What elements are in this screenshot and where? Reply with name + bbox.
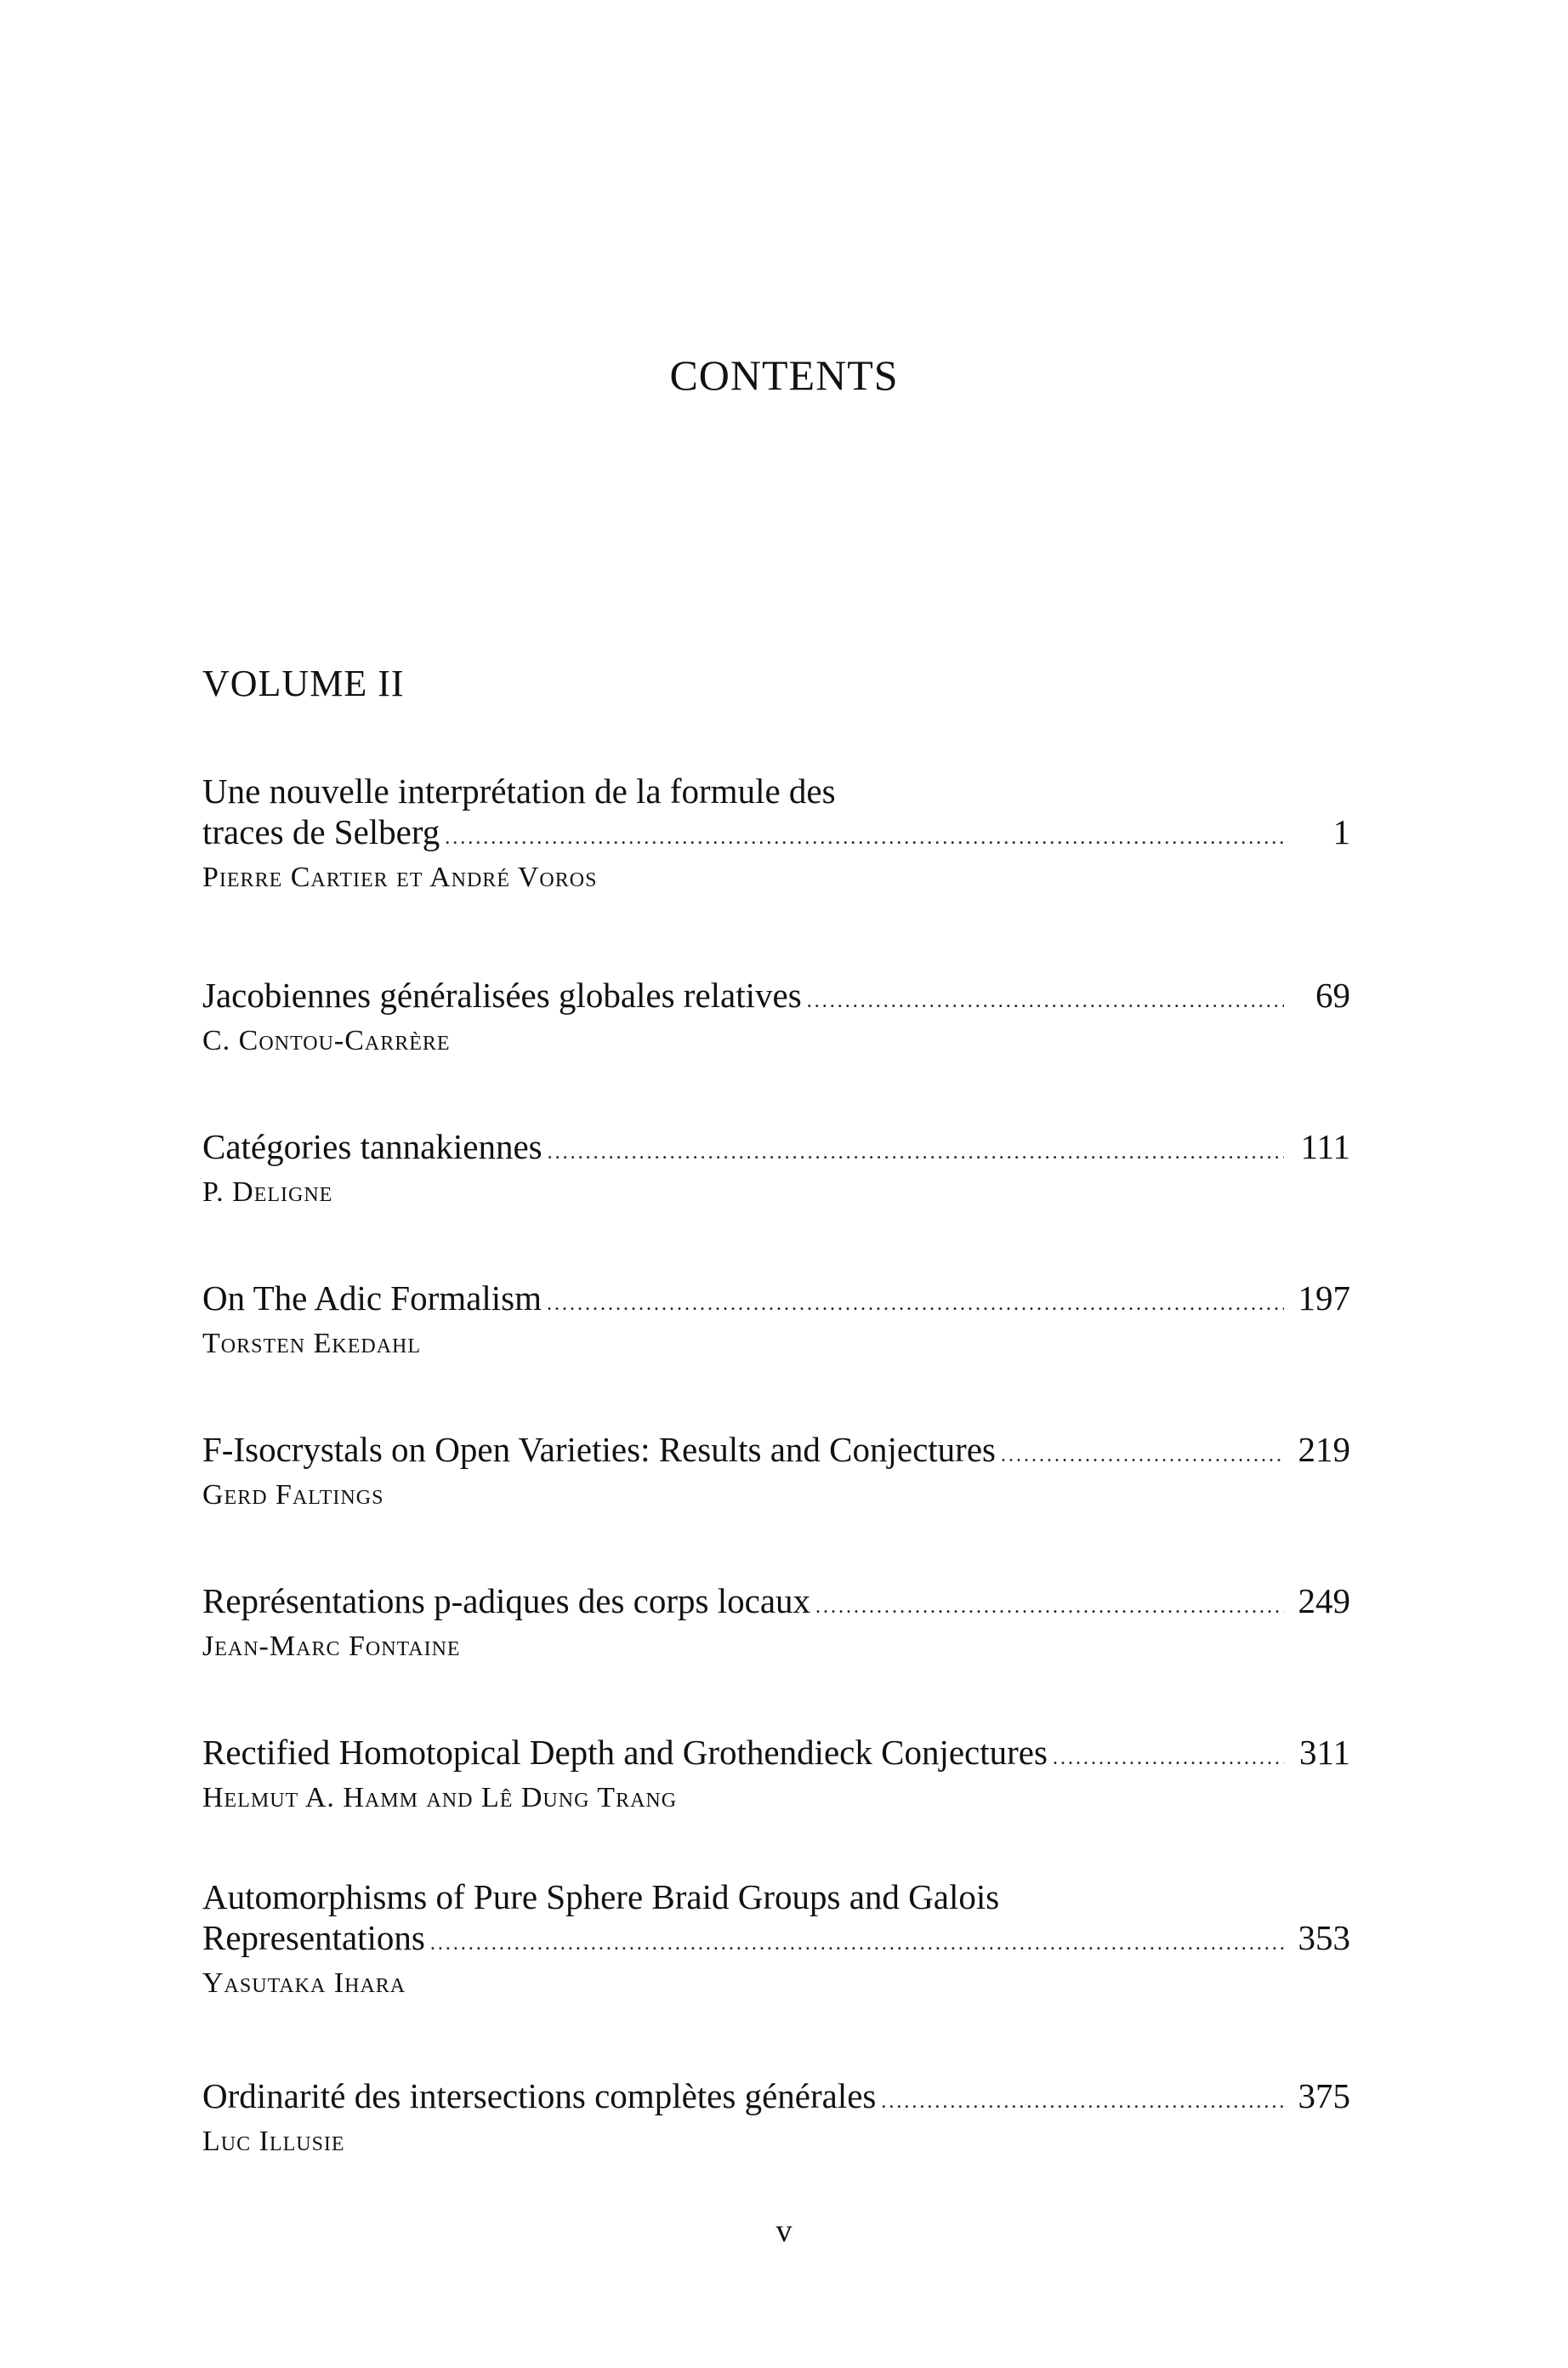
toc-entry [202,2075,1350,2161]
entry-page-number: 375 [1298,2076,1350,2115]
entry-title: Catégories tannakiennes [202,1127,543,1166]
entry-author: Luc Illusie [202,2126,345,2157]
entry-page-number: 1 [1332,812,1350,851]
entry-page-number: 249 [1298,1581,1350,1620]
entry-title: F-Isocrystals on Open Varieties: Results and Conjectures [202,1430,996,1469]
volume-heading: VOLUME II [202,663,405,704]
entry-title: Jacobiennes généralisées globales relatives [202,976,802,1015]
entry-author: Jean-Marc Fontaine [202,1631,461,1662]
entry-title-row [202,811,1350,858]
page-number-footer: v [775,2213,793,2249]
entry-title-row [202,1278,1350,1324]
entry-title: On The Adic Formalism [202,1278,542,1318]
entry-page-number: 197 [1298,1278,1350,1318]
entry-title-row [202,1126,1350,1173]
entry-title-row [202,975,1350,1022]
entry-title-line: Automorphisms of Pure Sphere Braid Groups and Galois [202,1877,1000,1916]
entry-author: C. Contou-Carrère [202,1025,451,1056]
toc-entry [202,1876,1350,2003]
entry-author: Gerd Faltings [202,1479,384,1511]
dot-leader [815,1586,1284,1627]
entry-title: Rectified Homotopical Depth and Grothendieck Conjectures [202,1733,1048,1772]
entry-page-number: 219 [1298,1430,1350,1469]
toc-entry [202,1580,1350,1666]
entry-title-row [202,1732,1350,1779]
toc-entry [202,975,1350,1061]
entry-page-number: 311 [1299,1733,1350,1772]
entry-author: Pierre Cartier et André Voros [202,862,598,893]
entry-page-number: 353 [1298,1918,1350,1957]
page-title: CONTENTS [669,351,899,399]
entry-author: P. Deligne [202,1176,333,1208]
toc-entry [202,771,1350,897]
entry-page-number: 111 [1300,1127,1350,1166]
entry-title: Representations [202,1918,425,1957]
entry-title: Représentations p-adiques des corps locaux [202,1581,811,1620]
entry-author: Yasutaka Ihara [202,1967,406,1999]
entry-author: Helmut A. Hamm and Lê Dung Trang [202,1782,678,1813]
dot-leader [881,2081,1284,2122]
entry-title-row [202,1580,1350,1627]
toc-entry [202,1278,1350,1363]
entry-title: traces de Selberg [202,812,440,851]
dot-leader [548,1132,1284,1173]
dot-leader [445,817,1284,858]
dot-leader [547,1284,1284,1324]
dot-leader [1053,1738,1284,1779]
entry-title-row [202,2075,1350,2122]
entry-page-number: 69 [1315,976,1350,1015]
entry-author: Torsten Ekedahl [202,1328,422,1359]
entry-title-row [202,1429,1350,1476]
dot-leader [807,981,1284,1022]
toc-entry [202,1429,1350,1515]
toc-entry [202,1126,1350,1212]
toc-entry [202,1732,1350,1818]
dot-leader [1001,1435,1284,1476]
entry-title: Ordinarité des intersections complètes générales [202,2076,877,2115]
entry-title-line: Une nouvelle interprétation de la formule des [202,771,836,811]
entry-title-row [202,1917,1350,1964]
dot-leader [430,1923,1284,1964]
